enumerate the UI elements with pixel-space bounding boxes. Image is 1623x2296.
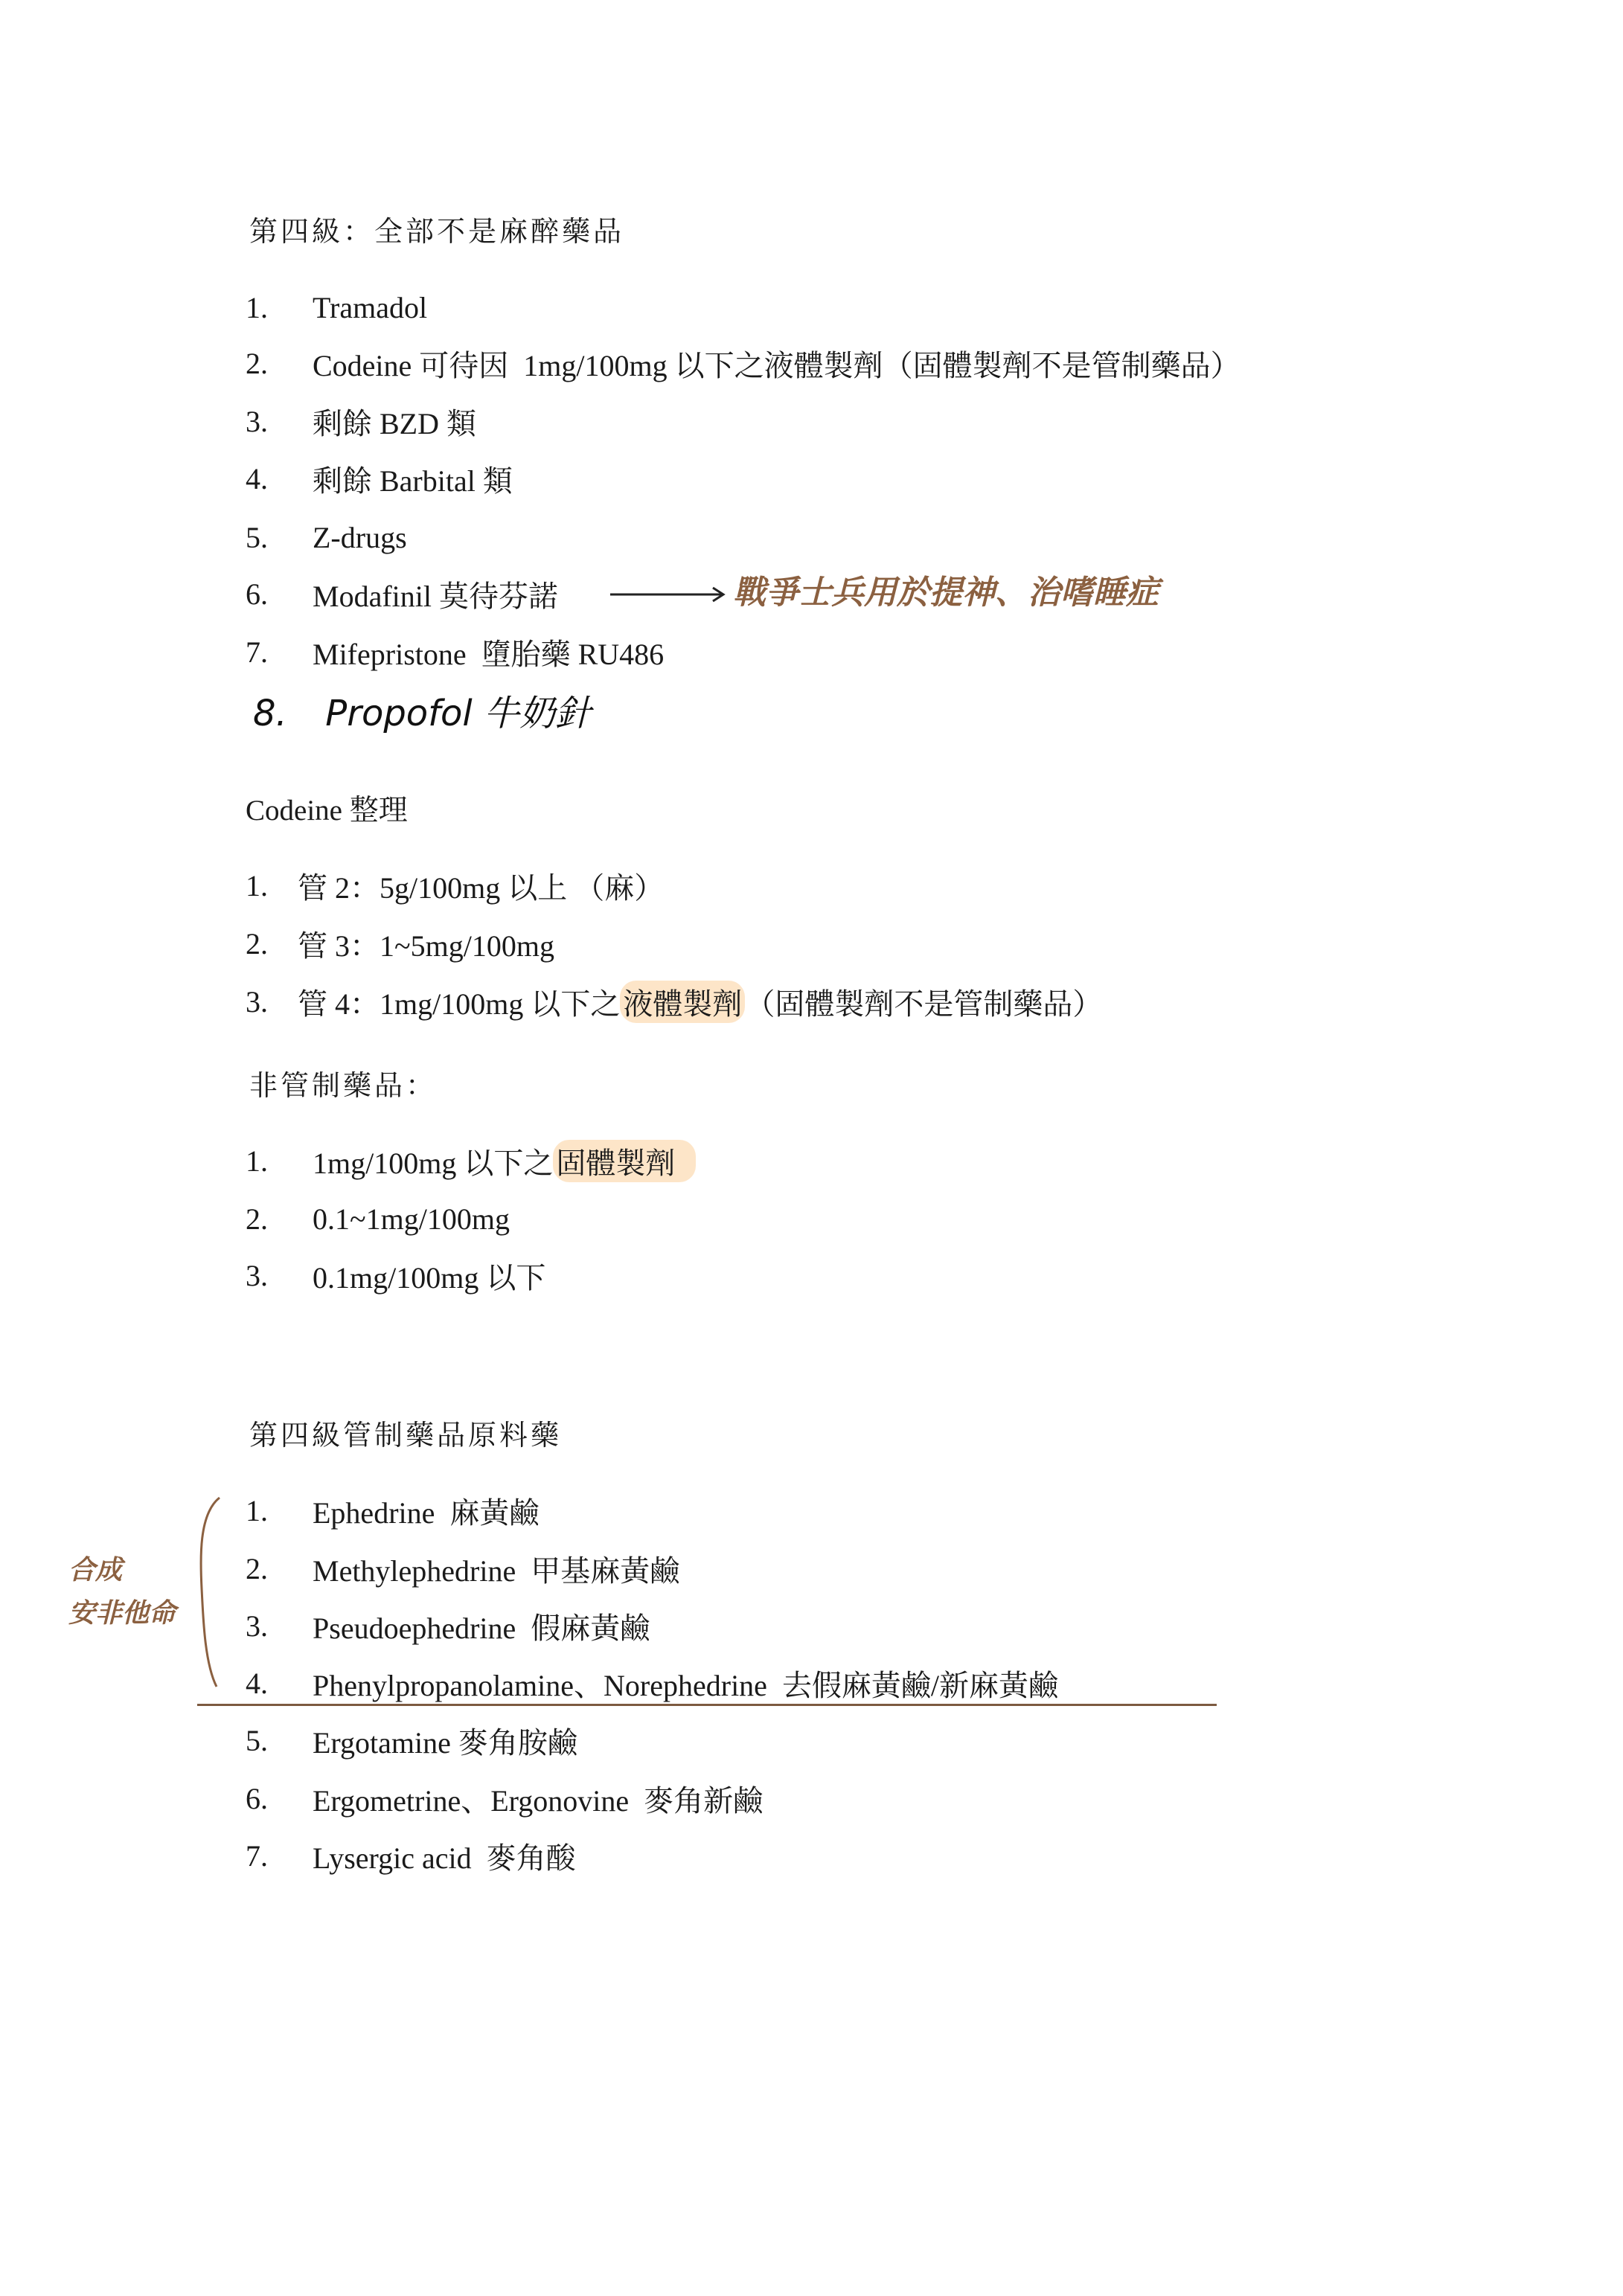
list-item: 3. Pseudoephedrine 假麻黃鹼 xyxy=(246,1609,650,1645)
list-item: 4. 剩餘 Barbital 類 xyxy=(246,461,513,498)
list-item: 3. 管 4：1mg/100mg 以下之 液體製劑 （固體製劑不是管制藥品） xyxy=(246,981,1102,1022)
list-item: 6. Modafinil 莫待芬諾 xyxy=(246,577,558,613)
list-item: 2. Methylephedrine 甲基麻黃鹼 xyxy=(246,1551,680,1588)
list-item: 7. Mifepristone 墮胎藥 RU486 xyxy=(246,635,665,671)
section4-heading: 第四級管制藥品原料藥 xyxy=(249,1420,563,1452)
list-item: 1. Ephedrine 麻黃鹼 xyxy=(246,1493,540,1530)
section1-heading: 第四級：全部不是麻醉藥品 xyxy=(249,217,625,248)
side-note-line2: 安非他命 xyxy=(68,1598,176,1629)
list-item: 2. Codeine 可待因 1mg/100mg 以下之液體製劑（固體製劑不是管制藥品） xyxy=(246,346,1241,382)
handwritten-list-item: 8. Propofol 牛奶針 xyxy=(253,693,592,734)
list-item: 3. 0.1mg/100mg 以下 xyxy=(246,1258,546,1295)
side-note-line1: 合成 xyxy=(68,1555,123,1585)
list-item: 1. Tramadol xyxy=(246,290,428,324)
highlighted-text: 液體製劑 xyxy=(620,981,745,1023)
list-item: 2. 管 3：1~5mg/100mg xyxy=(246,926,554,963)
arrow-icon xyxy=(610,583,729,609)
list-item: 5. Z-drugs xyxy=(246,520,407,554)
handwritten-annotation: 戰爭士兵用於提神、治嗜睡症 xyxy=(733,574,1159,612)
list-item: 5. Ergotamine 麥角胺鹼 xyxy=(246,1723,577,1760)
section3-heading: 非管制藥品： xyxy=(249,1071,438,1102)
bracket-mark xyxy=(190,1492,227,1696)
list-item: 2. 0.1~1mg/100mg xyxy=(246,1202,510,1236)
list-item: 4. Phenylpropanolamine、Norephedrine 去假麻黃鹼/新麻黃鹼 xyxy=(246,1666,1059,1702)
section2-heading: Codeine 整理 xyxy=(246,795,408,827)
list-item: 3. 剩餘 BZD 類 xyxy=(246,404,476,440)
list-item: 7. Lysergic acid 麥角酸 xyxy=(246,1838,576,1875)
list-item: 1. 管 2：5g/100mg 以上 （麻） xyxy=(246,868,665,905)
list-item: 6. Ergometrine、Ergonovine 麥角新鹼 xyxy=(246,1781,764,1818)
divider-line xyxy=(197,1704,1217,1706)
list-item: 1. 1mg/100mg 以下之 固體製劑 xyxy=(246,1140,696,1181)
highlighted-text: 固體製劑 xyxy=(553,1140,696,1182)
